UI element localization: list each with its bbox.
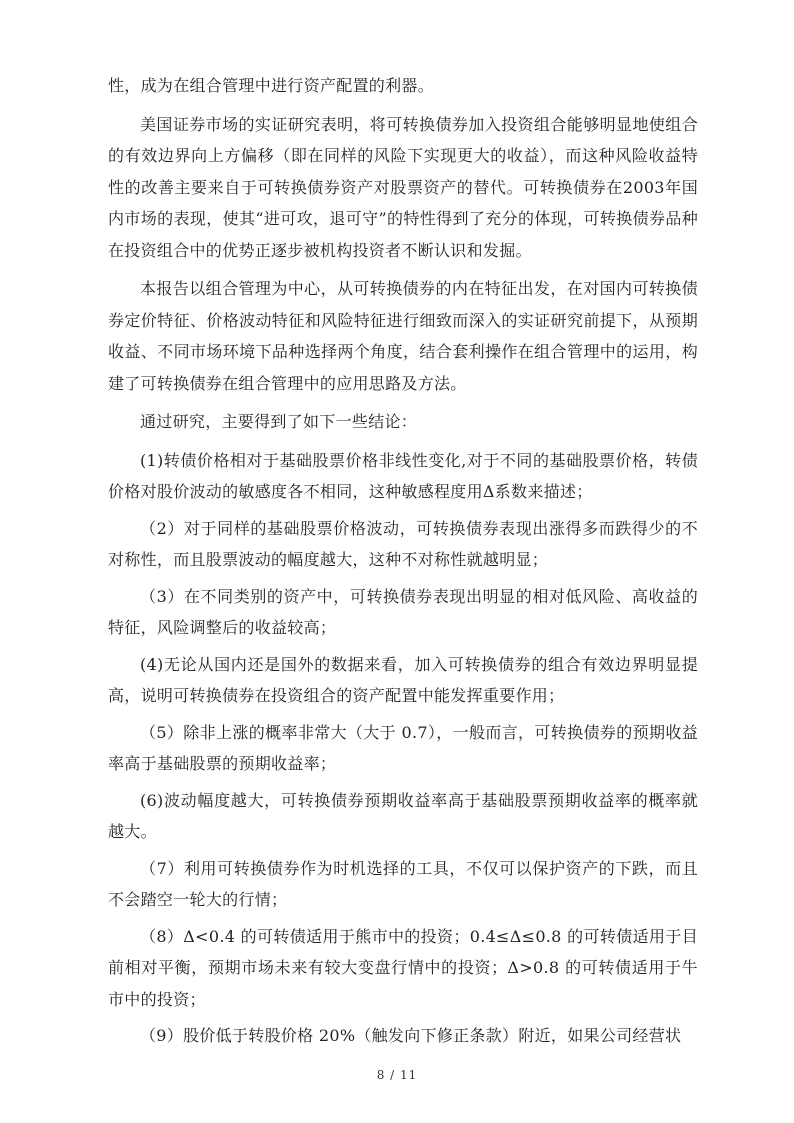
conclusion-item-7: （7）利用可转换债券作为时机选择的工具，不仅可以保护资产的下跌，而且不会踏空一轮大的行情； — [108, 858, 698, 909]
conclusion-item-4: (4)无论从国内还是国外的数据来看，加入可转换债券的组合有效边界明显提高，说明可转换债券在投资组合的资产配置中能发挥重要作用； — [108, 654, 698, 705]
conclusion-item-6: (6)波动幅度越大，可转换债券预期收益率高于基础股票预期收益率的概率就越大。 — [108, 790, 698, 841]
document-body — [108, 70, 698, 1057]
conclusion-item-9: （9）股价低于转股价格 20%（触发向下修正条款）附近，如果公司经营状 — [140, 1026, 682, 1045]
conclusion-item-3: （3）在不同类别的资产中，可转换债券表现出明显的相对低风险、高收益的特征，风险调整后的收益较高； — [108, 586, 698, 637]
paragraph-conclusions-intro: 通过研究，主要得到了如下一些结论： — [140, 412, 418, 431]
paragraph-report-overview: 本报告以组合管理为中心，从可转换债券的内在特征出发，在对国内可转换债券定价特征、价格波动特征和风险特征进行细致而深入的实证研究前提下，从预期收益、不同市场环境下品种选择两个角度，结合套利操作在组合管理中的运用，构建了可转换债券在组合管理中的应用思路及方法。 — [108, 279, 698, 393]
paragraph-us-market-research: 美国证券市场的实证研究表明，将可转换债券加入投资组合能够明显地使组合的有效边界向上方偏移（即在同样的风险下实现更大的收益），而这种风险收益特性的改善主要来自于可转换债券资产对股票资产的替代。可转换债券在2003年国内市场的表现，使其“进可攻，退可守”的特性得到了充分的体现，可转换债券品种在投资组合中的优势正逐步被机构投资者不断认识和发掘。 — [108, 114, 698, 260]
conclusion-item-1: (1)转债价格相对于基础股票价格非线性变化,对于不同的基础股票价格，转债价格对股价波动的敏感度各不相同，这种敏感程度用Δ系数来描述； — [108, 450, 698, 501]
conclusions-list — [108, 445, 698, 1052]
conclusion-item-2: （2）对于同样的基础股票价格波动，可转换债券表现出涨得多而跌得少的不对称性，而且股票波动的幅度越大，这种不对称性就越明显； — [108, 518, 698, 569]
paragraph-continuation: 性，成为在组合管理中进行资产配置的利器。 — [108, 76, 435, 95]
conclusion-item-5: （5）除非上涨的概率非常大（大于 0.7），一般而言，可转换债券的预期收益率高于基础股票的预期收益率； — [108, 722, 698, 773]
page-number: 8 / 11 — [376, 1068, 418, 1082]
conclusion-item-8: （8）Δ<0.4 的可转债适用于熊市中的投资；0.4≤Δ≤0.8 的可转债适用于目前相对平衡，预期市场未来有较大变盘行情中的投资；Δ>0.8 的可转债适用于牛市中的投资； — [108, 926, 698, 1009]
